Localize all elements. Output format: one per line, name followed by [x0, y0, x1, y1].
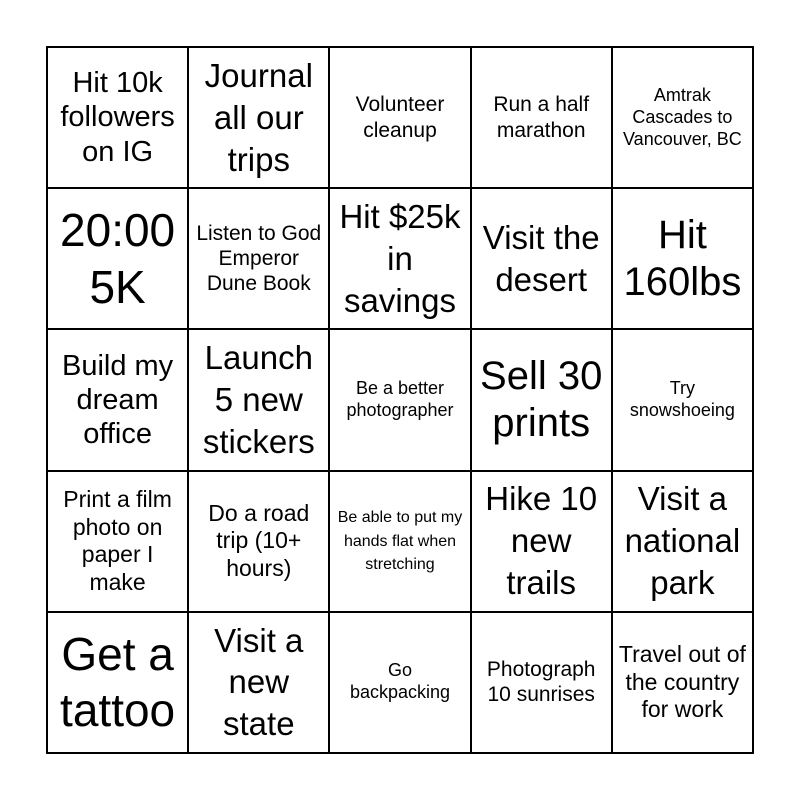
bingo-cell-r4c3[interactable] [329, 471, 470, 612]
cell-label: Visit the desert [482, 218, 600, 298]
cell-label: Do a road trip (10+ hours) [208, 499, 310, 581]
bingo-cell-r3c1[interactable] [47, 329, 188, 470]
bingo-cell-r2c5[interactable] [612, 188, 753, 329]
bingo-cell-r3c5[interactable] [612, 329, 753, 470]
cell-label: 20:00 5K [60, 204, 176, 313]
bingo-cell-r4c1[interactable] [47, 471, 188, 612]
bingo-board [46, 46, 754, 754]
cell-label: Sell 30 prints [480, 353, 603, 445]
bingo-cell-r4c2[interactable] [188, 471, 329, 612]
cell-label: Be able to put my hands flat when stretching [337, 509, 463, 573]
bingo-cell-r1c2[interactable] [188, 47, 329, 188]
cell-label: Print a film photo on paper I make [63, 486, 172, 595]
cell-label: Listen to God Emperor Dune Book [196, 222, 322, 296]
cell-label: Hike 10 new trails [485, 480, 598, 602]
bingo-cell-r3c3[interactable] [329, 329, 470, 470]
cell-label: Journal all our trips [204, 56, 313, 178]
bingo-cell-r1c4[interactable] [471, 47, 612, 188]
cell-label: Hit 10k followers on IG [60, 67, 175, 168]
cell-label: Hit $25k in savings [339, 197, 461, 319]
bingo-cell-r1c1[interactable] [47, 47, 188, 188]
bingo-cell-r2c1[interactable] [47, 188, 188, 329]
bingo-cell-r5c3[interactable] [329, 612, 470, 753]
cell-label: Build my dream office [61, 349, 174, 451]
cell-label: Run a half marathon [493, 93, 590, 142]
cell-label: Travel out of the country for work [618, 641, 746, 723]
bingo-cell-r1c5[interactable] [612, 47, 753, 188]
cell-label: Go backpacking [349, 660, 451, 703]
bingo-cell-r3c2[interactable] [188, 329, 329, 470]
cell-label: Be a better photographer [346, 378, 454, 420]
bingo-cell-r2c4[interactable] [471, 188, 612, 329]
bingo-cell-r5c4[interactable] [471, 612, 612, 753]
cell-label: Hit 160lbs [623, 212, 742, 304]
cell-label: Volunteer cleanup [355, 93, 445, 142]
cell-label: Launch 5 new stickers [202, 339, 315, 460]
cell-label: Get a tattoo [60, 627, 176, 737]
bingo-cell-r5c2[interactable] [188, 612, 329, 753]
bingo-cell-r5c1[interactable] [47, 612, 188, 753]
bingo-cell-r3c4[interactable] [471, 329, 612, 470]
bingo-cell-r2c3[interactable] [329, 188, 470, 329]
cell-label: Try snowshoeing [629, 378, 735, 420]
bingo-cell-r4c5[interactable] [612, 471, 753, 612]
cell-label: Visit a new state [214, 621, 304, 743]
cell-label: Amtrak Cascades to Vancouver, BC [623, 84, 742, 149]
bingo-cell-r2c2[interactable] [188, 188, 329, 329]
bingo-cell-r4c4[interactable] [471, 471, 612, 612]
cell-label: Photograph 10 sunrises [486, 658, 596, 707]
bingo-cell-r5c5[interactable] [612, 612, 753, 753]
bingo-cell-r1c3[interactable] [329, 47, 470, 188]
cell-label: Visit a national park [624, 480, 741, 602]
